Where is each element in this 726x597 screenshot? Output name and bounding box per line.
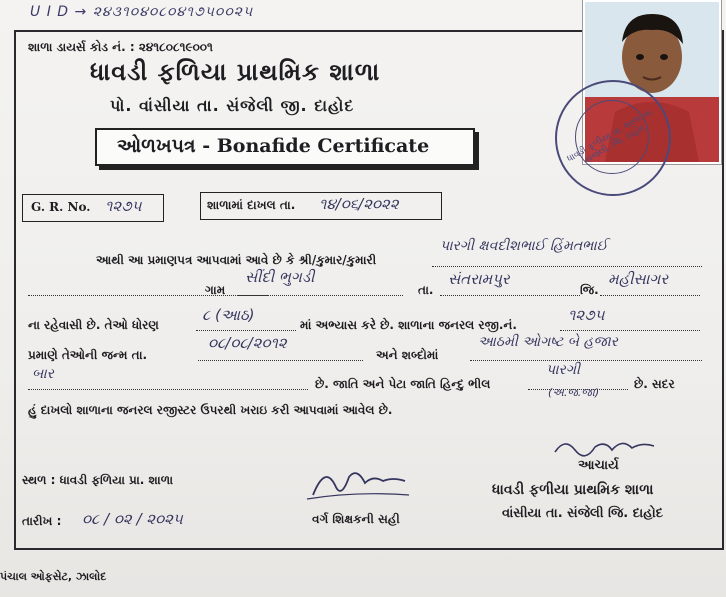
- body-line-5-end: છે. સદર: [634, 377, 675, 391]
- admission-label: શાળામાં દાખલ તા.: [207, 198, 296, 212]
- printer-name: પંચાલ ઓફસેટ, ઝાલોદ: [0, 570, 107, 583]
- certificate-title: ઓળખપત્ર - Bonafide Certificate: [117, 135, 430, 157]
- dob-words-1: આઠમી ઓગષ્ટ બે હજાર: [478, 334, 618, 350]
- standard-underline: [196, 330, 296, 331]
- admission-value: ૧૪/૦૬/૨૦૨૨: [319, 195, 399, 213]
- date-value: ૦૮ / ૦૨ / ૨૦૨૫: [82, 510, 183, 528]
- caste-note: (અ.જ.જા): [548, 386, 600, 399]
- district-value: મહીસાગર: [608, 270, 669, 288]
- body-line-5-mid: છે. જાતિ અને પેટા જાતિ હિન્દુ ભીલ: [315, 377, 491, 391]
- name-underline: [432, 266, 702, 267]
- body-line-4-mid: અને શબ્દોમાં: [376, 348, 439, 362]
- body-line-4-prefix: પ્રમાણે તેઓની જન્મ તા.: [28, 348, 148, 362]
- certificate-title-box: [95, 128, 475, 166]
- stamp-text: ધાવડી ફળીયા પ્રા. શાળા તા. સંજેલી, જિ. દાહોદ: [565, 106, 656, 166]
- gr-value: ૧૨૭૫: [105, 197, 142, 215]
- dob-words-underline: [470, 360, 702, 361]
- taluka-underline: [440, 295, 580, 296]
- admission-date-box: [200, 192, 442, 220]
- place-label: સ્થળ : ધાવડી ફળિયા પ્રા. શાળા: [22, 473, 174, 487]
- body-line-3-prefix: ના રહેવાસી છે. તેઓ ધોરણ: [28, 318, 159, 332]
- reg-number: ૧૨૭૫: [568, 306, 605, 324]
- gr-number-box: [22, 194, 164, 222]
- body-line-3-mid: માં અભ્યાસ કરે છે. શાળાના જનરલ રજી.નં.: [300, 318, 517, 332]
- school-stamp: [555, 80, 671, 196]
- dob-value: ૦૮/૦૮/૨૦૧૨: [208, 334, 287, 352]
- gr-label: G. R. No.: [31, 200, 91, 214]
- dob-words-2: બાર: [32, 366, 54, 382]
- date-label: તારીખ :: [22, 514, 62, 528]
- principal-address: વાંસીયા તા. સંજેલી જિ. દાહોદ: [502, 506, 663, 521]
- standard-value: ૮ (આઠ): [202, 306, 255, 324]
- village-value: સીંદી ભુગડી: [245, 268, 315, 286]
- district-label: જિ.: [580, 283, 599, 297]
- school-name: ધાવડી ફળિયા પ્રાથમિક શાળા: [90, 58, 381, 86]
- village-underline: [238, 295, 403, 296]
- principal-title: આચાર્ય: [578, 458, 619, 473]
- taluka-label: તા.: [418, 283, 434, 297]
- district-underline: [600, 295, 700, 296]
- dob-underline: [198, 360, 363, 361]
- teacher-signature: [305, 455, 415, 505]
- regno-underline: [560, 330, 700, 331]
- caste-value: પારગી: [546, 362, 580, 378]
- body-line-6: હું દાખલો શાળાના જનરલ રજીસ્ટર ઉપરથી ખરાઇ કરી આપવામાં આવેલ છે.: [28, 403, 393, 417]
- uid-number: U I D → ૨૪૩૧૦૪૦૮૦૪૧૭૫૦૦૨૫: [30, 4, 254, 20]
- teacher-sign-label: વર્ગ શિક્ષકની સહી: [312, 512, 400, 526]
- body-line-1: આથી આ પ્રમાણપત્ર આપવામાં આવે છે કે શ્રી/કુમાર/કુમારી: [96, 253, 377, 267]
- dise-code: શાળા ડાયર્સ કોડ નં. : ૨૪૧૮૦૮૧૯૦૦૧: [28, 40, 213, 54]
- line2-underline-left: [28, 295, 268, 296]
- school-address: પો. વાંસીયા તા. સંજેલી જી. દાહોદ: [110, 96, 355, 115]
- village-label: ગામ: [205, 283, 226, 297]
- taluka-value: સંતરામપુર: [448, 270, 510, 288]
- student-name: પારગી ક્ષવદીશભાઈ હિંમતભાઈ: [440, 238, 608, 254]
- principal-school: ધાવડી ફળીયા પ્રાથમિક શાળા: [492, 482, 654, 498]
- dob-words-2-underline: [28, 389, 308, 390]
